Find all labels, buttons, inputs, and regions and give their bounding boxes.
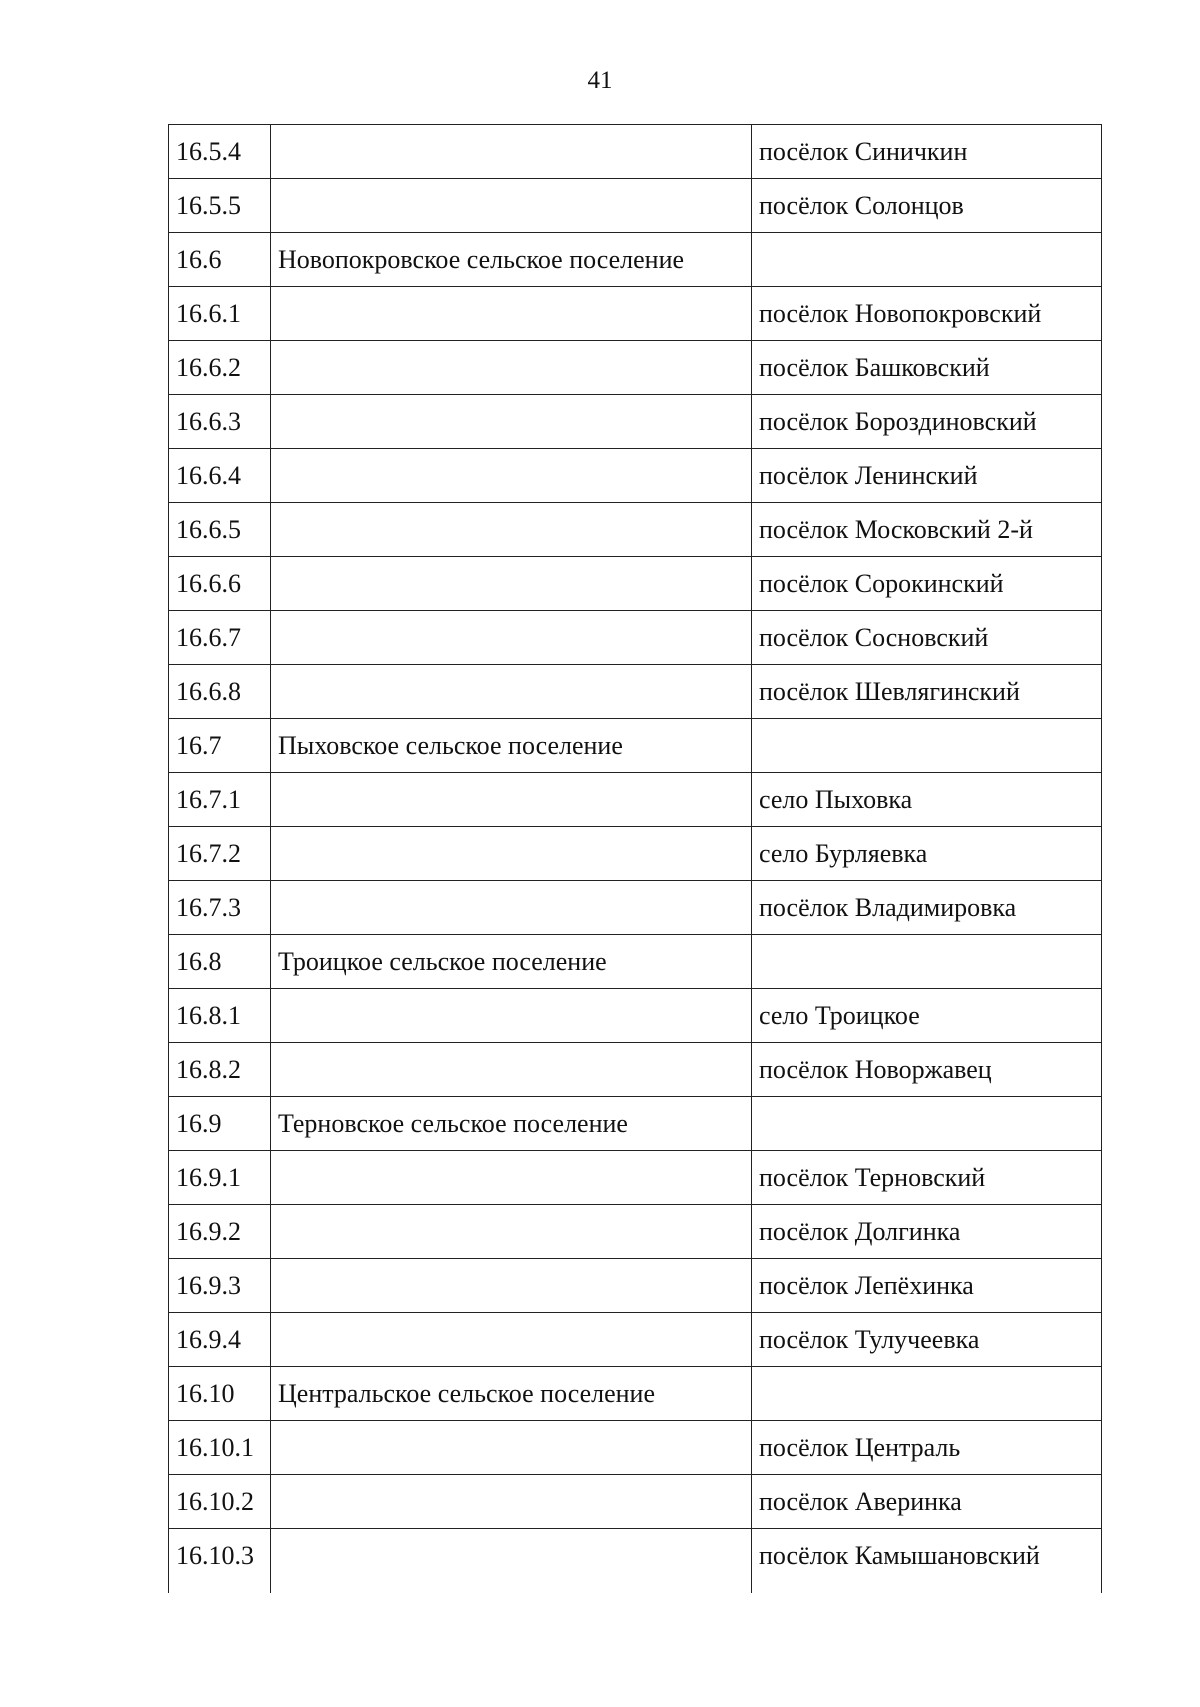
table-row bbox=[169, 557, 1102, 611]
table-row bbox=[169, 503, 1102, 557]
row-number-cell: 16.7.2 bbox=[169, 827, 271, 881]
settlement-cell bbox=[271, 989, 752, 1043]
locality-cell: посёлок Солонцов bbox=[752, 179, 1102, 233]
settlement-cell bbox=[271, 773, 752, 827]
table-row bbox=[169, 179, 1102, 233]
locality-cell: посёлок Долгинка bbox=[752, 1205, 1102, 1259]
settlement-cell: Центральское сельское поселение bbox=[271, 1367, 752, 1421]
row-number-cell: 16.8.1 bbox=[169, 989, 271, 1043]
locality-cell: посёлок Сосновский bbox=[752, 611, 1102, 665]
settlement-cell bbox=[271, 1475, 752, 1529]
settlement-cell bbox=[271, 1529, 752, 1594]
page-number: 41 bbox=[587, 67, 613, 94]
table-row bbox=[169, 287, 1102, 341]
settlement-cell bbox=[271, 1043, 752, 1097]
table-row bbox=[169, 665, 1102, 719]
table-row bbox=[169, 449, 1102, 503]
table-row bbox=[169, 1097, 1102, 1151]
settlement-cell: Новопокровское сельское поселение bbox=[271, 233, 752, 287]
locality-cell: посёлок Камышановский bbox=[752, 1529, 1102, 1594]
row-number-cell: 16.6.2 bbox=[169, 341, 271, 395]
row-number-cell: 16.8 bbox=[169, 935, 271, 989]
settlement-cell bbox=[271, 125, 752, 179]
locality-cell: посёлок Шевлягинский bbox=[752, 665, 1102, 719]
locality-cell: посёлок Владимировка bbox=[752, 881, 1102, 935]
locality-cell: посёлок Тулучеевка bbox=[752, 1313, 1102, 1367]
settlement-cell bbox=[271, 1259, 752, 1313]
row-number-cell: 16.10.1 bbox=[169, 1421, 271, 1475]
table-row bbox=[169, 1475, 1102, 1529]
row-number-cell: 16.6.1 bbox=[169, 287, 271, 341]
row-number-cell: 16.9.2 bbox=[169, 1205, 271, 1259]
locality-cell: посёлок Централь bbox=[752, 1421, 1102, 1475]
locality-cell: посёлок Сорокинский bbox=[752, 557, 1102, 611]
table-row bbox=[169, 1421, 1102, 1475]
row-number-cell: 16.7.1 bbox=[169, 773, 271, 827]
settlements-table-body bbox=[169, 125, 1102, 1594]
table-row bbox=[169, 881, 1102, 935]
settlement-cell bbox=[271, 611, 752, 665]
settlement-cell: Пыховское сельское поселение bbox=[271, 719, 752, 773]
row-number-cell: 16.10.3 bbox=[169, 1529, 271, 1594]
row-number-cell: 16.7 bbox=[169, 719, 271, 773]
row-number-cell: 16.5.4 bbox=[169, 125, 271, 179]
settlement-cell: Терновское сельское поселение bbox=[271, 1097, 752, 1151]
row-number-cell: 16.6.3 bbox=[169, 395, 271, 449]
settlement-cell bbox=[271, 665, 752, 719]
row-number-cell: 16.6 bbox=[169, 233, 271, 287]
locality-cell bbox=[752, 233, 1102, 287]
row-number-cell: 16.7.3 bbox=[169, 881, 271, 935]
row-number-cell: 16.8.2 bbox=[169, 1043, 271, 1097]
settlements-table bbox=[168, 124, 1102, 1593]
table-row bbox=[169, 1313, 1102, 1367]
locality-cell: посёлок Синичкин bbox=[752, 125, 1102, 179]
row-number-cell: 16.9.3 bbox=[169, 1259, 271, 1313]
settlement-cell: Троицкое сельское поселение bbox=[271, 935, 752, 989]
settlement-cell bbox=[271, 827, 752, 881]
table-row bbox=[169, 341, 1102, 395]
table-row bbox=[169, 1043, 1102, 1097]
locality-cell: посёлок Терновский bbox=[752, 1151, 1102, 1205]
locality-cell: село Бурляевка bbox=[752, 827, 1102, 881]
settlement-cell bbox=[271, 1151, 752, 1205]
settlement-cell bbox=[271, 881, 752, 935]
settlement-cell bbox=[271, 1421, 752, 1475]
row-number-cell: 16.6.8 bbox=[169, 665, 271, 719]
locality-cell: посёлок Новоржавец bbox=[752, 1043, 1102, 1097]
locality-cell bbox=[752, 1097, 1102, 1151]
locality-cell: село Пыховка bbox=[752, 773, 1102, 827]
locality-cell: посёлок Московский 2-й bbox=[752, 503, 1102, 557]
locality-cell bbox=[752, 935, 1102, 989]
row-number-cell: 16.10.2 bbox=[169, 1475, 271, 1529]
row-number-cell: 16.9.1 bbox=[169, 1151, 271, 1205]
row-number-cell: 16.9 bbox=[169, 1097, 271, 1151]
table-row bbox=[169, 989, 1102, 1043]
table-row bbox=[169, 1529, 1102, 1594]
row-number-cell: 16.6.4 bbox=[169, 449, 271, 503]
locality-cell: посёлок Новопокровский bbox=[752, 287, 1102, 341]
locality-cell: посёлок Аверинка bbox=[752, 1475, 1102, 1529]
table-row bbox=[169, 827, 1102, 881]
row-number-cell: 16.6.7 bbox=[169, 611, 271, 665]
row-number-cell: 16.5.5 bbox=[169, 179, 271, 233]
settlement-cell bbox=[271, 179, 752, 233]
settlement-cell bbox=[271, 557, 752, 611]
row-number-cell: 16.6.6 bbox=[169, 557, 271, 611]
table-row bbox=[169, 773, 1102, 827]
table-row bbox=[169, 935, 1102, 989]
settlement-cell bbox=[271, 1313, 752, 1367]
settlement-cell bbox=[271, 1205, 752, 1259]
table-row bbox=[169, 1205, 1102, 1259]
settlement-cell bbox=[271, 449, 752, 503]
row-number-cell: 16.9.4 bbox=[169, 1313, 271, 1367]
settlement-cell bbox=[271, 395, 752, 449]
settlement-cell bbox=[271, 503, 752, 557]
row-number-cell: 16.6.5 bbox=[169, 503, 271, 557]
table-row bbox=[169, 1151, 1102, 1205]
locality-cell bbox=[752, 1367, 1102, 1421]
table-row bbox=[169, 395, 1102, 449]
table-row bbox=[169, 125, 1102, 179]
row-number-cell: 16.10 bbox=[169, 1367, 271, 1421]
settlement-cell bbox=[271, 341, 752, 395]
locality-cell: село Троицкое bbox=[752, 989, 1102, 1043]
table-row bbox=[169, 611, 1102, 665]
table-row bbox=[169, 1259, 1102, 1313]
table-row bbox=[169, 1367, 1102, 1421]
locality-cell: посёлок Ленинский bbox=[752, 449, 1102, 503]
table-row bbox=[169, 233, 1102, 287]
locality-cell: посёлок Бороздиновский bbox=[752, 395, 1102, 449]
locality-cell bbox=[752, 719, 1102, 773]
table-row bbox=[169, 719, 1102, 773]
settlement-cell bbox=[271, 287, 752, 341]
locality-cell: посёлок Башковский bbox=[752, 341, 1102, 395]
locality-cell: посёлок Лепёхинка bbox=[752, 1259, 1102, 1313]
